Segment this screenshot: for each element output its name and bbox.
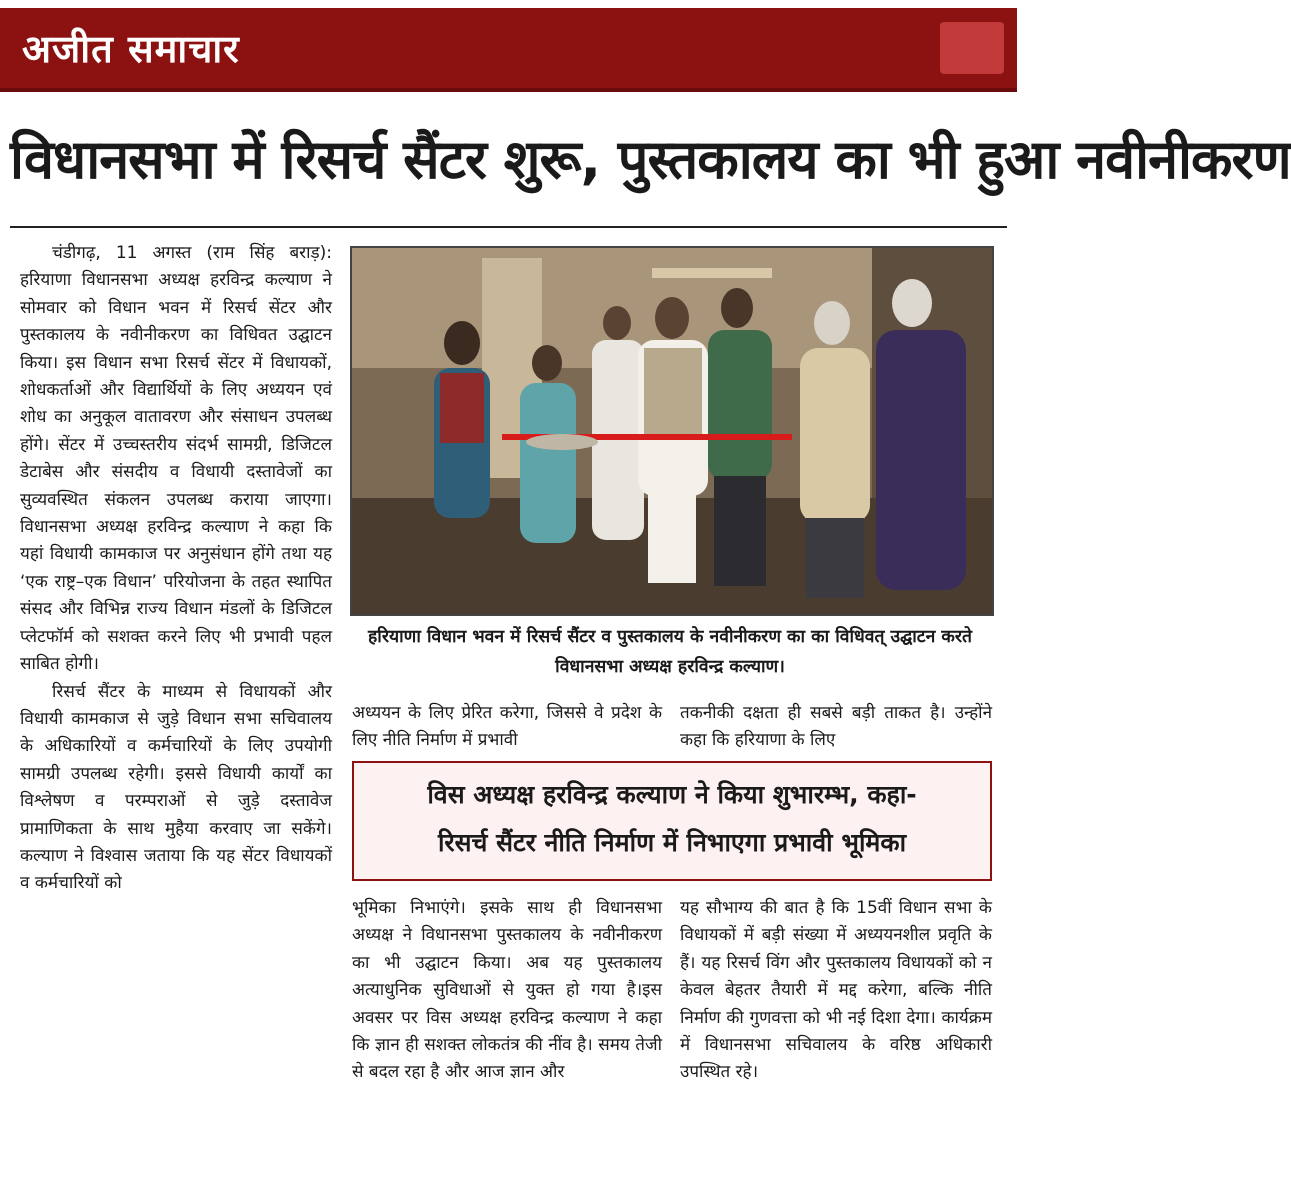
event-photo xyxy=(350,246,994,616)
column-3-bottom-text: यह सौभाग्य की बात है कि 15वीं विधान सभा के विधायकों में बड़ी संख्या में अध्ययनशील प्रवृति के हैं। यह रिसर्च विंग और पुस्तकालय विधायकों को न केवल बेहतर तैयारी में मद्द करेगा, बल्कि नीति निर्माण की गुणवत्ता को भी नई दिशा देगा। कार्यक्रम में विधानसभा सचिवालय के वरिष्ठ अधिकारी उपस्थित रहे। xyxy=(680,898,992,1083)
photo-caption: हरियाणा विधान भवन में रिसर्च सैंटर व पुस्तकालय के नवीनीकरण का का विधिवत् उद्घाटन करते विधानसभा अध्यक्ष हरविन्द्र कल्याण। xyxy=(368,627,972,677)
column-2-top-text: अध्ययन के लिए प्रेरित करेगा, जिससे वे प्रदेश के लिए नीति निर्माण में प्रभावी xyxy=(352,703,662,751)
photo-illustration xyxy=(352,248,992,614)
dateline: चंडीगढ़, 11 अगस्त (राम सिंह बराड़): xyxy=(52,243,332,263)
article-column-2-bottom xyxy=(352,895,662,1087)
article-column-2-top xyxy=(352,700,662,755)
article-paragraph-1 xyxy=(20,240,332,679)
article-column-3-bottom xyxy=(680,895,992,1087)
article-column-3-top xyxy=(680,700,992,755)
paragraph-1-text: हरियाणा विधानसभा अध्यक्ष हरविन्द्र कल्याण ने सोमवार को विधान भवन में रिसर्च सेंटर और पुस्तकालय के नवीनीकरण का विधिवत उद्घाटन किया। इस विधान सभा रिसर्च सेंटर में विधायकों, शोधकर्ताओं और विद्यार्थियों के लिए अध्ययन एवं शोध का अनुकूल वातावरण और संसाधन उपलब्ध होंगे। सेंटर में उच्चस्तरीय संदर्भ सामग्री, डिजिटल डेटाबेस और संसदीय व विधायी दस्तावेजों का सुव्यवस्थित संकलन उपलब्ध कराया जाएगा। विधानसभा अध्यक्ष हरविन्द्र कल्याण ने कहा कि यहां विधायी कामकाज पर अनुसंधान होंगे तथा यह ‘एक राष्ट्र–एक विधान’ परियोजना के तहत स्थापित संसद और विभिन्न राज्य विधान मंडलों के डिजिटल प्लेटफॉर्म को सशक्त करने लिए भी प्रभावी पहल साबित होगी। xyxy=(20,270,332,675)
headline: विधानसभा में रिसर्च सैंटर शुरू, पुस्तकालय का भी हुआ नवीनीकरण xyxy=(10,128,1291,191)
column-3-top-text: तकनीकी दक्षता ही सबसे बड़ी ताकत है। उन्होंने कहा कि हरियाणा के लिए xyxy=(680,703,992,751)
article-column-1 xyxy=(20,240,332,898)
subheadline-line-1: विस अध्यक्ष हरविन्द्र कल्याण ने किया शुभारम्भ, कहा- xyxy=(427,780,917,809)
masthead-title: अजीत समाचार xyxy=(22,27,240,71)
headline-rule xyxy=(10,226,1007,228)
masthead-rule xyxy=(0,88,1017,92)
masthead-ornament xyxy=(940,22,1004,74)
subheadline-line-2: रिसर्च सैंटर नीति निर्माण में निभाएगा प्रभावी भूमिका xyxy=(437,828,907,857)
article-paragraph-2: रिसर्च सैंटर के माध्यम से विधायकों और विधायी कामकाज से जुड़े विधान सभा सचिवालय के अधिकारियों व कर्मचारियों के लिए उपयोगी सामग्री उपलब्ध रहेगी। इससे विधायी कार्यों का विश्लेषण व परम्पराओं से जुड़े दस्तावेज प्रामाणिकता के साथ मुहैया करवाए जा सकेंगे। कल्याण ने विश्वास जताया कि यह सेंटर विधायकों व कर्मचारियों को xyxy=(20,681,332,894)
subheadline-box xyxy=(352,761,992,881)
column-2-bottom-text: भूमिका निभाएंगे। इसके साथ ही विधानसभा अध्यक्ष ने विधानसभा पुस्तकालय के नवीनीकरण का भी उद्घाटन किया। अब यह पुस्तकालय अत्याधुनिक सुविधाओं से युक्त हो गया है।इस अवसर पर विस अध्यक्ष हरविन्द्र कल्याण ने कहा कि ज्ञान ही सशक्त लोकतंत्र की नींव है। समय तेजी से बदल रहा है और आज ज्ञान और xyxy=(352,898,662,1083)
